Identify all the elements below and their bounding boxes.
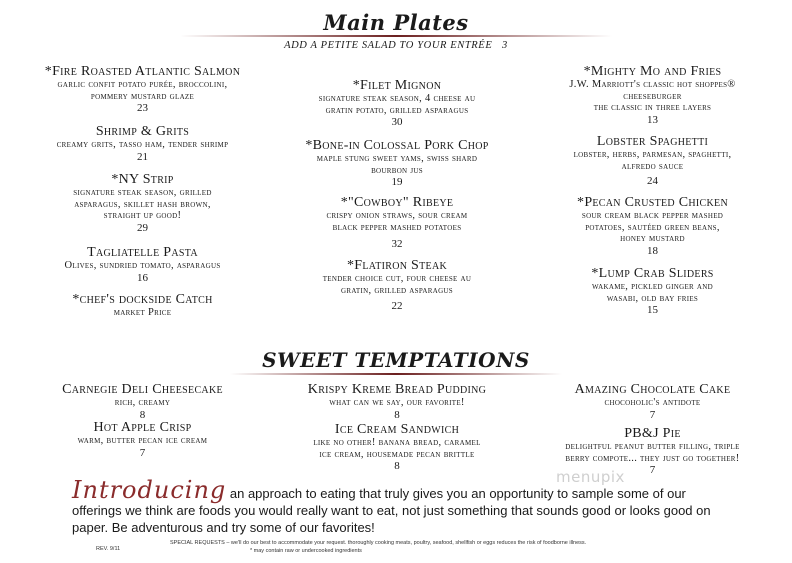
menu-item — [525, 134, 780, 188]
item-price: 22 — [391, 300, 403, 312]
item-price: 18 — [647, 244, 658, 257]
item-desc: lobster, herbs, parmesan, spaghetti, — [573, 149, 732, 160]
item-desc: market Price — [113, 307, 172, 318]
item-name: *"Cowboy" Ribeye — [340, 195, 454, 210]
item-price: 13 — [647, 113, 658, 126]
menu-item — [20, 245, 265, 285]
menu-item — [20, 124, 265, 164]
menu-item — [20, 172, 265, 235]
menu-item — [525, 195, 780, 258]
main-plates-title: Main Plates — [323, 10, 469, 35]
item-name: Krispy Kreme Bread Pudding — [307, 382, 487, 397]
item-desc: black pepper mashed potatoes — [332, 221, 462, 233]
item-name: *Filet Mignon — [352, 78, 442, 93]
special-requests-note: SPECIAL REQUESTS – we'll do our best to accommodate your request. thoroughly cooking meats, poultry, seafood, shellfish or eggs reduces the risk of foodborne illness. — [170, 540, 587, 546]
menupix-watermark: menupix — [556, 468, 625, 486]
sweet-temptations-rule — [230, 373, 562, 375]
item-price: 8 — [394, 408, 400, 421]
item-desc: warm, butter pecan ice cream — [77, 435, 208, 446]
item-desc: delightful peanut butter filling, triple — [565, 441, 740, 452]
item-desc: crispy onion straws, sour cream — [326, 210, 468, 221]
item-desc: gratin potato, grilled asparagus — [325, 104, 469, 116]
item-desc: honey mustard — [620, 233, 685, 244]
item-name: Ice Cream Sandwich — [334, 422, 460, 437]
item-desc: creamy grits, tasso ham, tender shrimp — [56, 139, 229, 150]
item-name: *NY Strip — [111, 172, 174, 187]
item-name: *Bone-in Colossal Pork Chop — [305, 138, 489, 153]
item-desc: the classic in three layers — [593, 102, 712, 113]
item-name: Tagliatelle Pasta — [87, 245, 198, 260]
item-desc: garlic confit potato purée, broccolini, — [57, 79, 228, 90]
item-price: 16 — [137, 271, 148, 284]
item-price: 19 — [391, 176, 403, 188]
item-name: *Pecan Crusted Chicken — [577, 195, 728, 210]
intro-script-word: Introducing — [72, 476, 227, 504]
salad-note-price: 3 — [502, 40, 508, 51]
item-desc: bourbon jus — [371, 164, 423, 176]
item-desc: cheeseburger — [623, 90, 682, 102]
item-name: PB&J Pie — [624, 426, 681, 441]
item-desc: wasabi, old bay fries — [606, 292, 699, 304]
item-price: 30 — [391, 116, 403, 128]
menu-item — [20, 292, 265, 319]
item-name: Shrimp & Grits — [95, 124, 190, 139]
item-desc: wakame, pickled ginger and — [592, 281, 713, 292]
item-desc: what can we say, our favorite! — [329, 397, 465, 408]
item-desc: ice cream, housemade pecan brittle — [319, 448, 475, 460]
item-name: Amazing Chocolate Cake — [574, 382, 731, 397]
item-price: 7 — [139, 446, 146, 459]
item-name: Hot Apple Crisp — [93, 420, 192, 435]
dessert-item — [20, 420, 265, 460]
item-price: 23 — [137, 102, 148, 114]
item-name: *Mighty Mo and Fries — [583, 64, 722, 79]
dessert-item — [525, 382, 780, 422]
item-name: *chef's dockside Catch — [72, 292, 213, 307]
item-desc: sour cream black pepper mashed — [581, 210, 724, 221]
item-desc: signature steak season, 4 cheese au — [318, 93, 476, 104]
item-desc: chocoholic's antidote — [604, 397, 701, 408]
main-plates-rule — [180, 35, 612, 37]
item-price: 15 — [647, 304, 658, 316]
item-name: *Fire Roasted Atlantic Salmon — [44, 64, 241, 79]
item-desc: pommery mustard glaze — [90, 90, 195, 102]
item-desc: straight up good! — [103, 210, 182, 221]
menu-item — [272, 195, 522, 251]
item-price: 7 — [649, 464, 656, 476]
item-name: *Flatiron Steak — [346, 258, 447, 273]
item-price: 24 — [647, 175, 658, 187]
intro-text: an approach to eating that truly gives you an opportunity to sample some of our offerings we think are foods you would really want to eat, not just something that sounds good or looks good on paper. Be adventurous and try some of our favorites! — [72, 486, 711, 535]
item-price: 32 — [391, 238, 403, 250]
dessert-item — [272, 422, 522, 473]
menu-item — [272, 138, 522, 189]
menu-item — [272, 78, 522, 129]
item-desc: maple stung sweet yams, swiss shard — [316, 153, 478, 164]
item-price: 7 — [649, 408, 656, 421]
item-desc: tender choice cut, four cheese au — [322, 273, 472, 284]
dessert-item — [272, 382, 522, 422]
item-desc: signature steak season, grilled — [73, 187, 212, 198]
salad-note-text: ADD A PETITE SALAD TO YOUR ENTRÉE — [284, 40, 493, 51]
item-desc: asparagus, skillet hash brown, — [74, 198, 211, 210]
raw-ingredients-note: * may contain raw or undercooked ingredients — [250, 548, 362, 554]
item-price: 8 — [139, 408, 146, 421]
item-name: *Lump Crab Sliders — [591, 266, 714, 281]
item-price: 29 — [137, 221, 148, 234]
item-price: 21 — [137, 150, 148, 163]
menu-item — [20, 64, 265, 115]
menu-item — [272, 258, 522, 313]
item-desc: like no other! banana bread, caramel — [313, 437, 481, 448]
item-desc: J.W. Marriott's classic hot shoppes® — [569, 79, 736, 90]
item-desc: berry compote... they just go together! — [565, 452, 740, 464]
item-desc: potatoes, sautéed green beans, — [585, 221, 720, 233]
dessert-item — [20, 382, 265, 422]
item-price: 8 — [394, 460, 400, 472]
item-name: Carnegie Deli Cheesecake — [62, 382, 223, 397]
item-desc: rich, creamy — [114, 397, 171, 408]
menu-item — [525, 64, 780, 127]
item-desc: Olives, sundried tomato, asparagus — [64, 260, 221, 271]
menu-item — [525, 266, 780, 317]
salad-note — [0, 40, 792, 51]
revision-note: REV. 9/11 — [96, 546, 121, 552]
item-name: Lobster Spaghetti — [596, 134, 709, 149]
item-desc: alfredo sauce — [621, 160, 684, 172]
item-desc: gratin, grilled asparagus — [341, 284, 453, 296]
sweet-temptations-title: SWEET TEMPTATIONS — [262, 348, 530, 372]
